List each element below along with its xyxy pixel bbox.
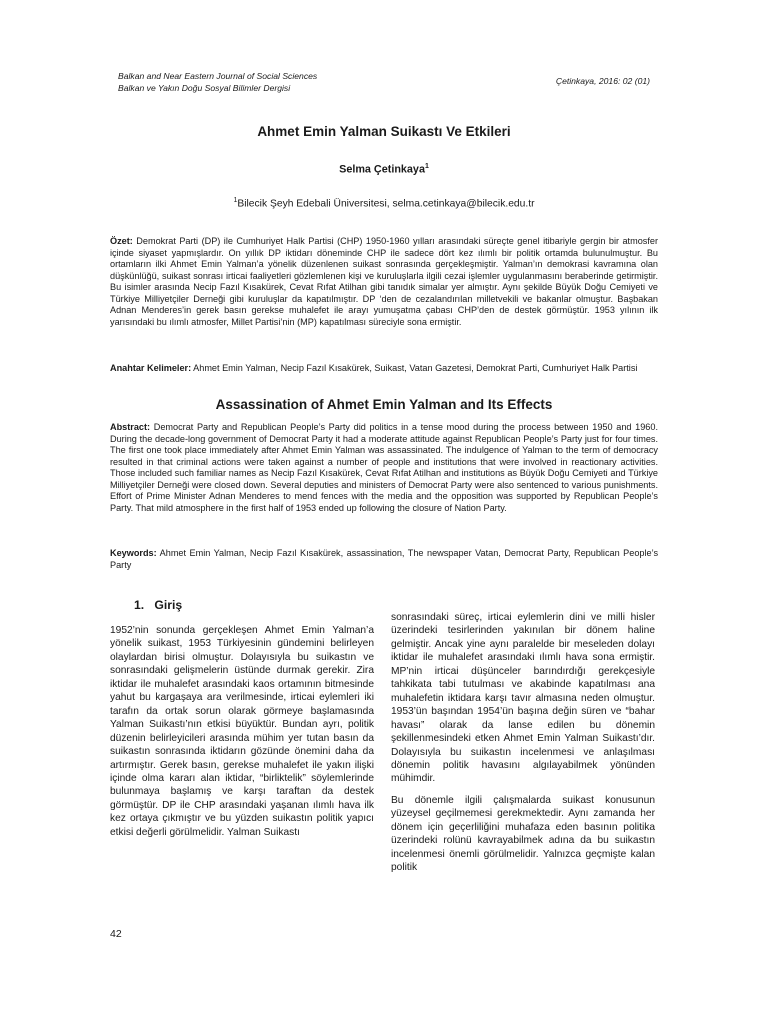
journal-name-tr: Balkan ve Yakın Doğu Sosyal Bilimler Dergisi [118, 83, 291, 93]
left-column [110, 624, 374, 847]
section-heading [134, 598, 182, 612]
english-abstract [110, 422, 658, 514]
left-paragraph-1: 1952’nin sonunda gerçekleşen Ahmet Emin Yalman’a yönelik suikast, 1953 Türkiyesinin gündemini belirleyen olaylardan birisi olmuştur. Dolayısıyla bu suikastın ve sonrasındaki gelişmelerin üstünde durmak gerekir. Zira iktidar ile muhalefet arasındaki kaos ortamının bitmesinde yahut bu kargaşaya ara verilmesinde, irticai eylemleri iki tarafın da ortak sorun olarak görmeye başlamasında Yalman Suikastı’nın etkisi büyüktür. Bundan ayrı, politik düzenin belirleyicileri arasında mühim yer tutan basın da suikastın sonrasında iktidarın gözünde önemini daha da artırmıştır. Gerek basın, gerekse muhalefet ile yakın ilişki içinde olma kararı alan iktidar, “birliktelik” söylemlerinde bulunmaya başlamış ve karşı taraftan da destek görmüştür. DP ile CHP arasındaki yaşanan ılımlı hava ilk kez ortaya çıkmıştır ve bu yüzden suikastın politik yapıcı etkisi değerli görülmelidir. Yalman Suikastı [110, 625, 374, 838]
english-title: Assassination of Ahmet Emin Yalman and Its Effects [215, 397, 553, 412]
ozet-label: Özet: [110, 236, 133, 246]
ozet-text: Demokrat Parti (DP) ile Cumhuriyet Halk Partisi (CHP) 1950-1960 yılları arasındaki süreçte genel itibariyle gergin bir atmosfer içinde siyaset yapmışlardır. On yıllık DP iktidarı döneminde CHP ile sadece dört kez ılımlı bir politik ortamda bulunulmuştur. Bu ortamların ilki Ahmet Emin Yalman’a yönelik düzenlenen suikast sonrasında gerçekleşmiştir. Yalman’ın demokrasi kavramına olan düşkünlüğü, suikast sonrası irticai faaliyetleri gözlemlenen kişi ve kuruluşlarla ilgili cezai işlemler uygulanmasını beraberinde getirmiştir. Bu isimler arasında Necip Fazıl Kısakürek, Cevat Rıfat Atilhan gibi tanıdık simalar yer almıştır. Aynı şekilde Büyük Doğu Cemiyeti ve Türkiye Milliyetçiler Derneği gibi kuruluşlar da kapatılmıştır. DP ‘den de cezalandırılan milletvekili ve bakanlar olmuştur. Başbakan Adnan Menderes’in gerek basın gerekse muhalefet ile arayı yumuşatma çabası CHP’den de destek görmüştür. 1953 yılının ilk yarısındaki bu ılımlı atmosfer, Millet Partisi’nin (MP) kapatılması süreciyle sona ermiştir. [110, 236, 658, 327]
journal-name-en: Balkan and Near Eastern Journal of Social Sciences [118, 71, 318, 81]
paper-title: Ahmet Emin Yalman Suikastı Ve Etkileri [257, 124, 511, 139]
author-name: Selma Çetinkaya [339, 163, 425, 176]
affiliation-superscript: 1 [233, 197, 238, 204]
affiliation-line [0, 197, 768, 209]
section-number: 1. [134, 598, 145, 612]
anahtar-label: Anahtar Kelimeler: [110, 363, 192, 373]
section-title: Giriş [154, 598, 183, 612]
turkish-keywords [110, 363, 658, 375]
affiliation-text: Bilecik Şeyh Edebali Üniversitesi, selma.cetinkaya@bilecik.edu.tr [237, 198, 535, 210]
keywords-text: Ahmet Emin Yalman, Necip Fazıl Kısakürek, assassination, The newspaper Vatan, Democrat Party, Republican People’s Party [110, 548, 659, 570]
author-line [0, 163, 768, 176]
anahtar-text: Ahmet Emin Yalman, Necip Fazıl Kısakürek, Suikast, Vatan Gazetesi, Demokrat Parti, Cumhuriyet Halk Partisi [193, 363, 638, 373]
abstract-text: Democrat Party and Republican People’s Party did politics in a tense mood during the process between 1950 and 1960. During the decade-long government of Democrat Party it had a moderate attitude against Republican People’s Party just for four times. The first one took place immediately after Ahmet Emin Yalman was assassinated. The indulgence of Yalman to the term of democracy resulted in that criminal actions were taken against a number of people and institutions that were involved in reactionary activities. Those included such familiar names as Necip Fazıl Kısakürek, Cevat Rıfat Atilhan and institutions as Büyük Doğu Cemiyeti and Türkiye Milliyetçiler Derneği were closed down. Several deputies and ministers of Democrat Party were also sentenced to various punishments. Effort of Prime Minister Adnan Menderes to mend fences with the media and the opposition was supported by Republican People’s Party. That mild atmosphere in the first half of 1953 ended up following the closure of Nation Party. [110, 422, 658, 513]
abstract-label: Abstract: [110, 422, 151, 432]
turkish-abstract [110, 236, 658, 328]
keywords-label: Keywords: [110, 548, 157, 558]
author-superscript: 1 [424, 163, 429, 170]
journal-header [118, 70, 317, 94]
right-column [391, 611, 655, 883]
right-paragraph-2: Bu dönemle ilgili çalışmalarda suikast konusunun yüzeysel geçilmemesi gerekmektedir. Aynı zamanda her dönem için geçerliliğini muhafaza eden basının politika üzerindeki rolünü kavrayabilmek adına da bu suikastın incelenmesi önemli görülmelidir. Yalnızca geçmişte kalan politik [391, 794, 655, 874]
english-keywords [110, 548, 658, 571]
right-paragraph-1: sonrasındaki süreç, irticai eylemlerin dini ve milli hisler üzerindeki tesirlerinden yakınılan bir dönem haline gelmiştir. Ancak yine aynı paralelde bir meseleden dolayı iktidar ile muhalefet arasındaki ılımlı hava sona ermiştir. MP’nin irticai düşünceler barındırdığı gerekçesiyle tahkikata tabi tutulması ve akabinde kapatılması ana muhalefetin iktidara karşı tavır almasına neden olmuştur. 1953’ün başından 1954’ün başına değin süren ve “bahar havası” olarak da lanse edilen bu dönemin şekillenmesindeki etken Ahmet Emin Yalman Suikastı’dır. Dolayısıyla bu suikastın incelenmesi ve anlaşılması dönemin politik havasını algılayabilmek yönünden mühimdir. [391, 612, 655, 785]
citation-header: Çetinkaya, 2016: 02 (01) [555, 76, 650, 86]
page-number: 42 [110, 928, 122, 940]
